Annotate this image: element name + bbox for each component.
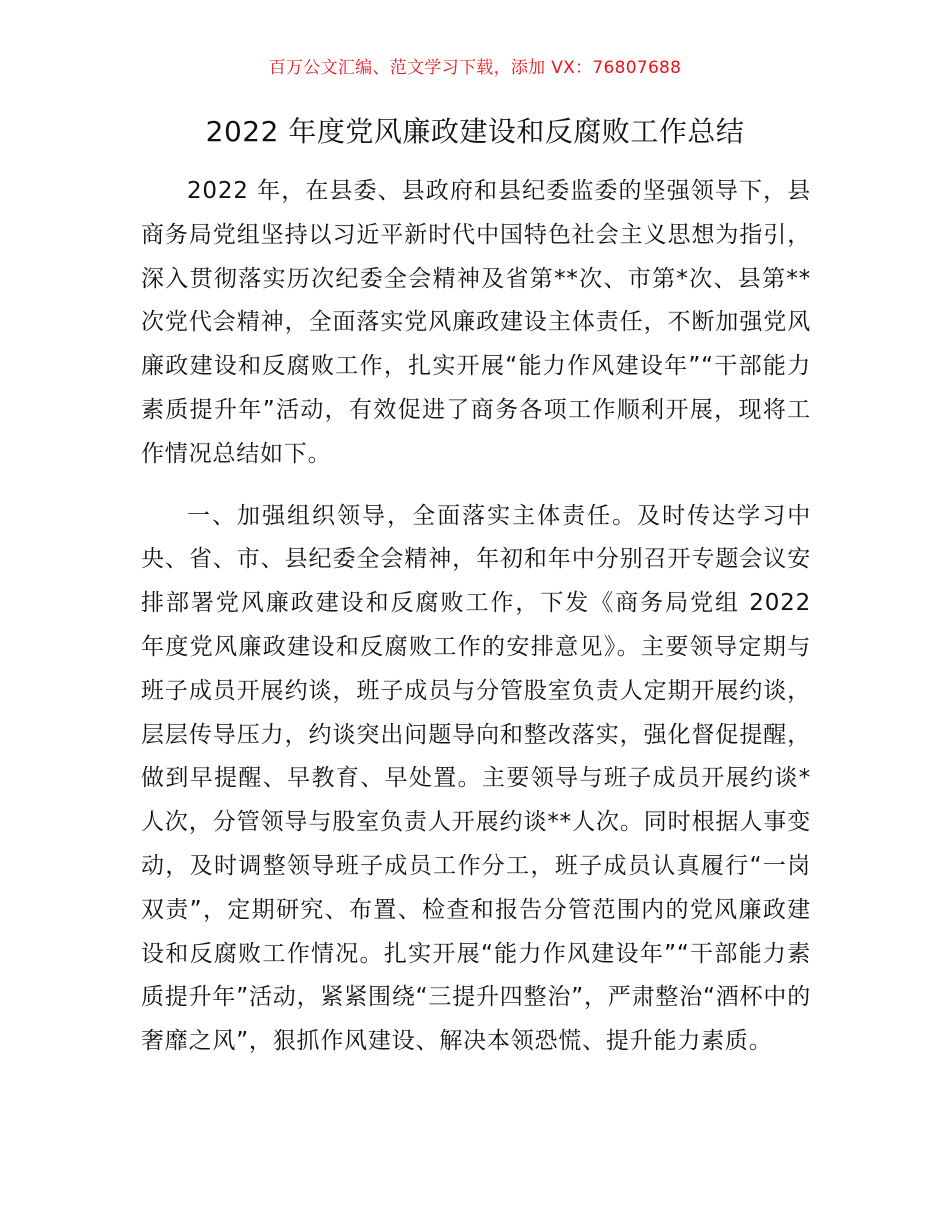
paragraph-intro: 2022 年，在县委、县政府和县纪委监委的坚强领导下，县商务局党组坚持以习近平新时代中国特色社会主义思想为指引，深入贯彻落实历次纪委全会精神及省第**次、市第*次、县第**次党代会精神，全面落实党风廉政建设主体责任，不断加强党风廉政建设和反腐败工作，扎实开展“能力作风建设年”“干部能力素质提升年”活动，有效促进了商务各项工作顺利开展，现将工作情况总结如下。: [141, 178, 811, 467]
document-body: [141, 170, 811, 1064]
watermark-banner: 百万公文汇编、范文学习下载，添加 VX：76807688: [268, 58, 682, 78]
document-title: 2022 年度党风廉政建设和反腐败工作总结: [205, 115, 745, 148]
paragraph-section-1: 一、加强组织领导，全面落实主体责任。及时传达学习中央、省、市、县纪委全会精神，年初和年中分别召开专题会议安排部署党风廉政建设和反腐败工作，下发《商务局党组 2022 年度党风廉政建设和反腐败工作的安排意见》。主要领导定期与班子成员开展约谈，班子成员与分管股室负责人定期开展约谈，层层传导压力，约谈突出问题导向和整改落实，强化督促提醒，做到早提醒、早教育、早处置。主要领导与班子成员开展约谈*人次，分管领导与股室负责人开展约谈**人次。同时根据人事变动，及时调整领导班子成员工作分工，班子成员认真履行“一岗双责”，定期研究、布置、检查和报告分管范围内的党风廉政建设和反腐败工作情况。扎实开展“能力作风建设年”“干部能力素质提升年”活动，紧紧围绕“三提升四整治”，严肃整治“酒杯中的奢靡之风”，狠抓作风建设、解决本领恐慌、提升能力素质。: [141, 502, 811, 1055]
